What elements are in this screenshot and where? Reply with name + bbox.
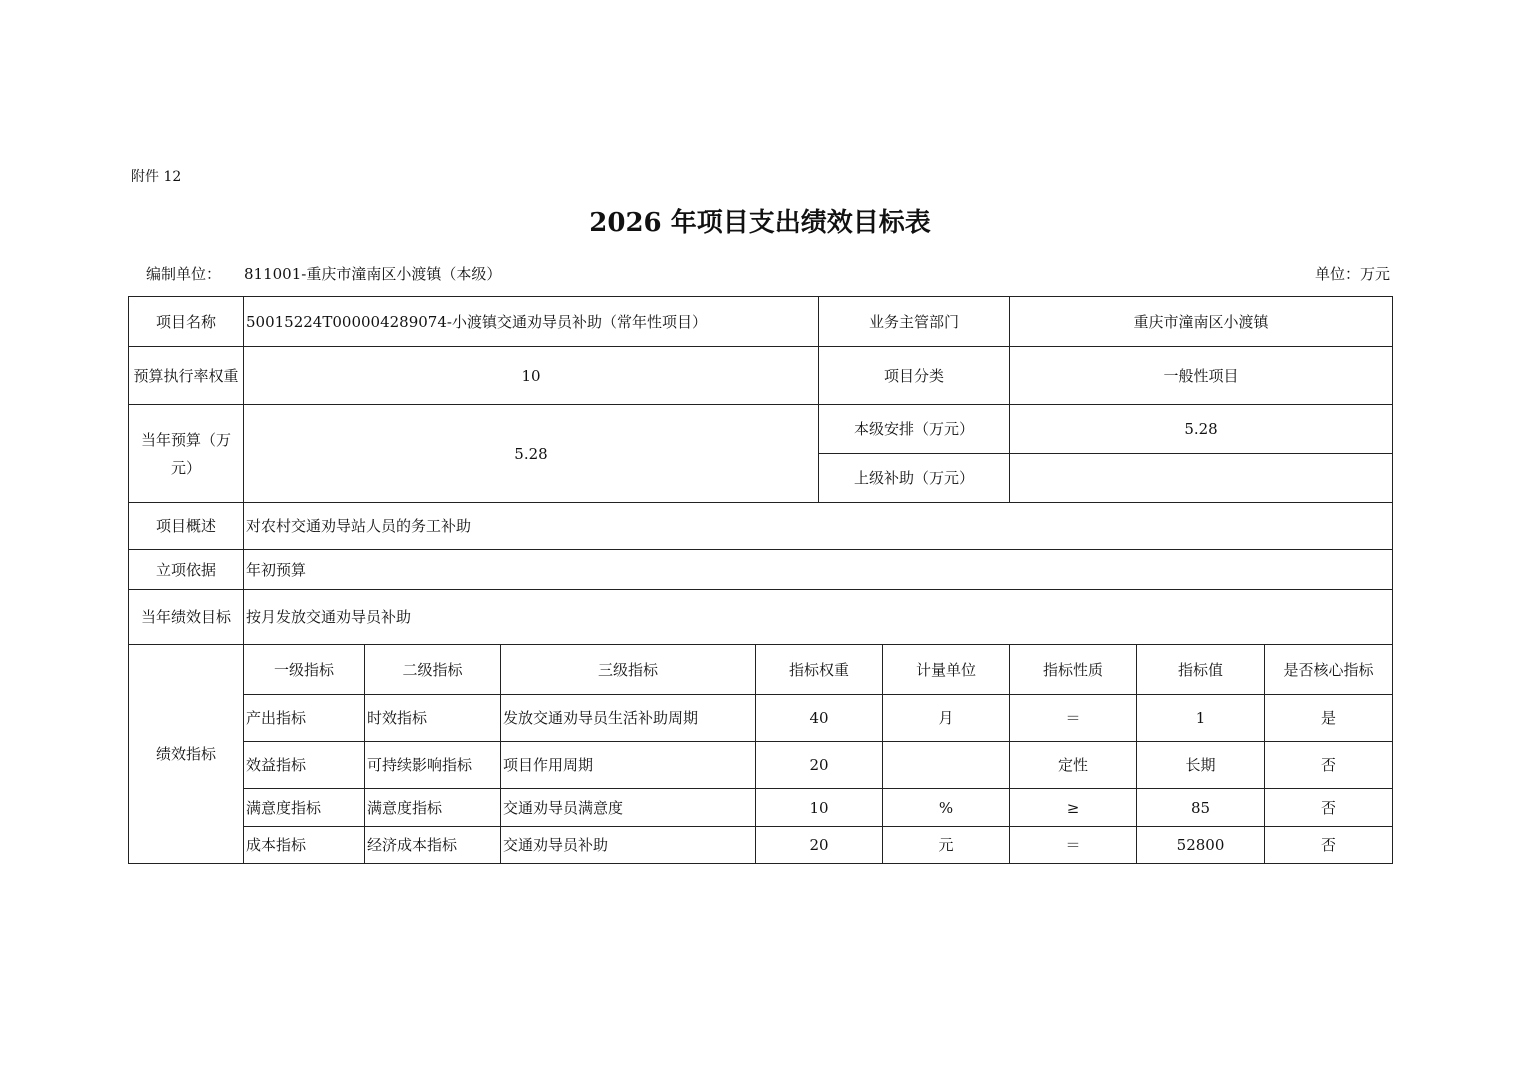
- table-row: [129, 742, 1393, 789]
- level2-cell: 时效指标: [365, 695, 501, 742]
- row-overview: [129, 503, 1393, 550]
- row-basis: [129, 550, 1393, 590]
- value-cell: 长期: [1137, 742, 1265, 789]
- local-funding-label: 本级安排（万元）: [819, 405, 1010, 454]
- project-name-value: 50015224T000004289074-小渡镇交通劝导员补助（常年性项目）: [244, 297, 819, 347]
- currency-unit: 单位：万元: [1314, 265, 1390, 283]
- value-cell: 1: [1137, 695, 1265, 742]
- performance-table: [128, 296, 1393, 864]
- weight-cell: 20: [756, 742, 883, 789]
- header-level3: 三级指标: [501, 645, 756, 695]
- header-level2: 二级指标: [365, 645, 501, 695]
- category-label: 项目分类: [819, 347, 1010, 405]
- row-weight: [129, 347, 1393, 405]
- header-core: 是否核心指标: [1265, 645, 1393, 695]
- core-cell: 是: [1265, 695, 1393, 742]
- level1-cell: 效益指标: [244, 742, 365, 789]
- weight-cell: 10: [756, 789, 883, 827]
- compiling-unit-label: 编制单位：: [146, 265, 222, 283]
- basis-label: 立项依据: [129, 550, 244, 590]
- compiling-unit-value: 811001-重庆市潼南区小渡镇（本级）: [244, 265, 502, 283]
- level2-cell: 经济成本指标: [365, 827, 501, 864]
- budget-value: 5.28: [244, 405, 819, 503]
- weight-value: 10: [244, 347, 819, 405]
- indicators-section-label: 绩效指标: [129, 645, 244, 864]
- header-nature: 指标性质: [1010, 645, 1137, 695]
- row-goal: [129, 590, 1393, 645]
- level2-cell: 满意度指标: [365, 789, 501, 827]
- level3-cell: 交通劝导员满意度: [501, 789, 756, 827]
- row-project-name: [129, 297, 1393, 347]
- unit-cell: 月: [883, 695, 1010, 742]
- core-cell: 否: [1265, 789, 1393, 827]
- superior-funding-value: [1010, 454, 1393, 503]
- table-row: [129, 827, 1393, 864]
- core-cell: 否: [1265, 742, 1393, 789]
- weight-cell: 40: [756, 695, 883, 742]
- level1-cell: 满意度指标: [244, 789, 365, 827]
- header-unit: 计量单位: [883, 645, 1010, 695]
- unit-cell: %: [883, 789, 1010, 827]
- header-value: 指标值: [1137, 645, 1265, 695]
- dept-label: 业务主管部门: [819, 297, 1010, 347]
- indicator-header-row: [129, 645, 1393, 695]
- level1-cell: 产出指标: [244, 695, 365, 742]
- level3-cell: 交通劝导员补助: [501, 827, 756, 864]
- attachment-number: 附件 12: [131, 169, 182, 185]
- overview-label: 项目概述: [129, 503, 244, 550]
- table-row: [129, 789, 1393, 827]
- level3-cell: 项目作用周期: [501, 742, 756, 789]
- header-weight: 指标权重: [756, 645, 883, 695]
- core-cell: 否: [1265, 827, 1393, 864]
- unit-cell: [883, 742, 1010, 789]
- budget-label: 当年预算（万元）: [129, 405, 244, 503]
- nature-cell: ＝: [1010, 827, 1137, 864]
- weight-cell: 20: [756, 827, 883, 864]
- nature-cell: ≥: [1010, 789, 1137, 827]
- dept-value: 重庆市潼南区小渡镇: [1010, 297, 1393, 347]
- nature-cell: ＝: [1010, 695, 1137, 742]
- project-name-label: 项目名称: [129, 297, 244, 347]
- basis-value: 年初预算: [244, 550, 1393, 590]
- weight-label: 预算执行率权重: [129, 347, 244, 405]
- goal-label: 当年绩效目标: [129, 590, 244, 645]
- header-level1: 一级指标: [244, 645, 365, 695]
- page-title: 2026 年项目支出绩效目标表: [589, 208, 931, 238]
- level3-cell: 发放交通劝导员生活补助周期: [501, 695, 756, 742]
- superior-funding-label: 上级补助（万元）: [819, 454, 1010, 503]
- goal-value: 按月发放交通劝导员补助: [244, 590, 1393, 645]
- nature-cell: 定性: [1010, 742, 1137, 789]
- table-row: [129, 695, 1393, 742]
- overview-value: 对农村交通劝导站人员的务工补助: [244, 503, 1393, 550]
- local-funding-value: 5.28: [1010, 405, 1393, 454]
- level2-cell: 可持续影响指标: [365, 742, 501, 789]
- value-cell: 52800: [1137, 827, 1265, 864]
- value-cell: 85: [1137, 789, 1265, 827]
- level1-cell: 成本指标: [244, 827, 365, 864]
- category-value: 一般性项目: [1010, 347, 1393, 405]
- unit-cell: 元: [883, 827, 1010, 864]
- row-budget: [129, 405, 1393, 454]
